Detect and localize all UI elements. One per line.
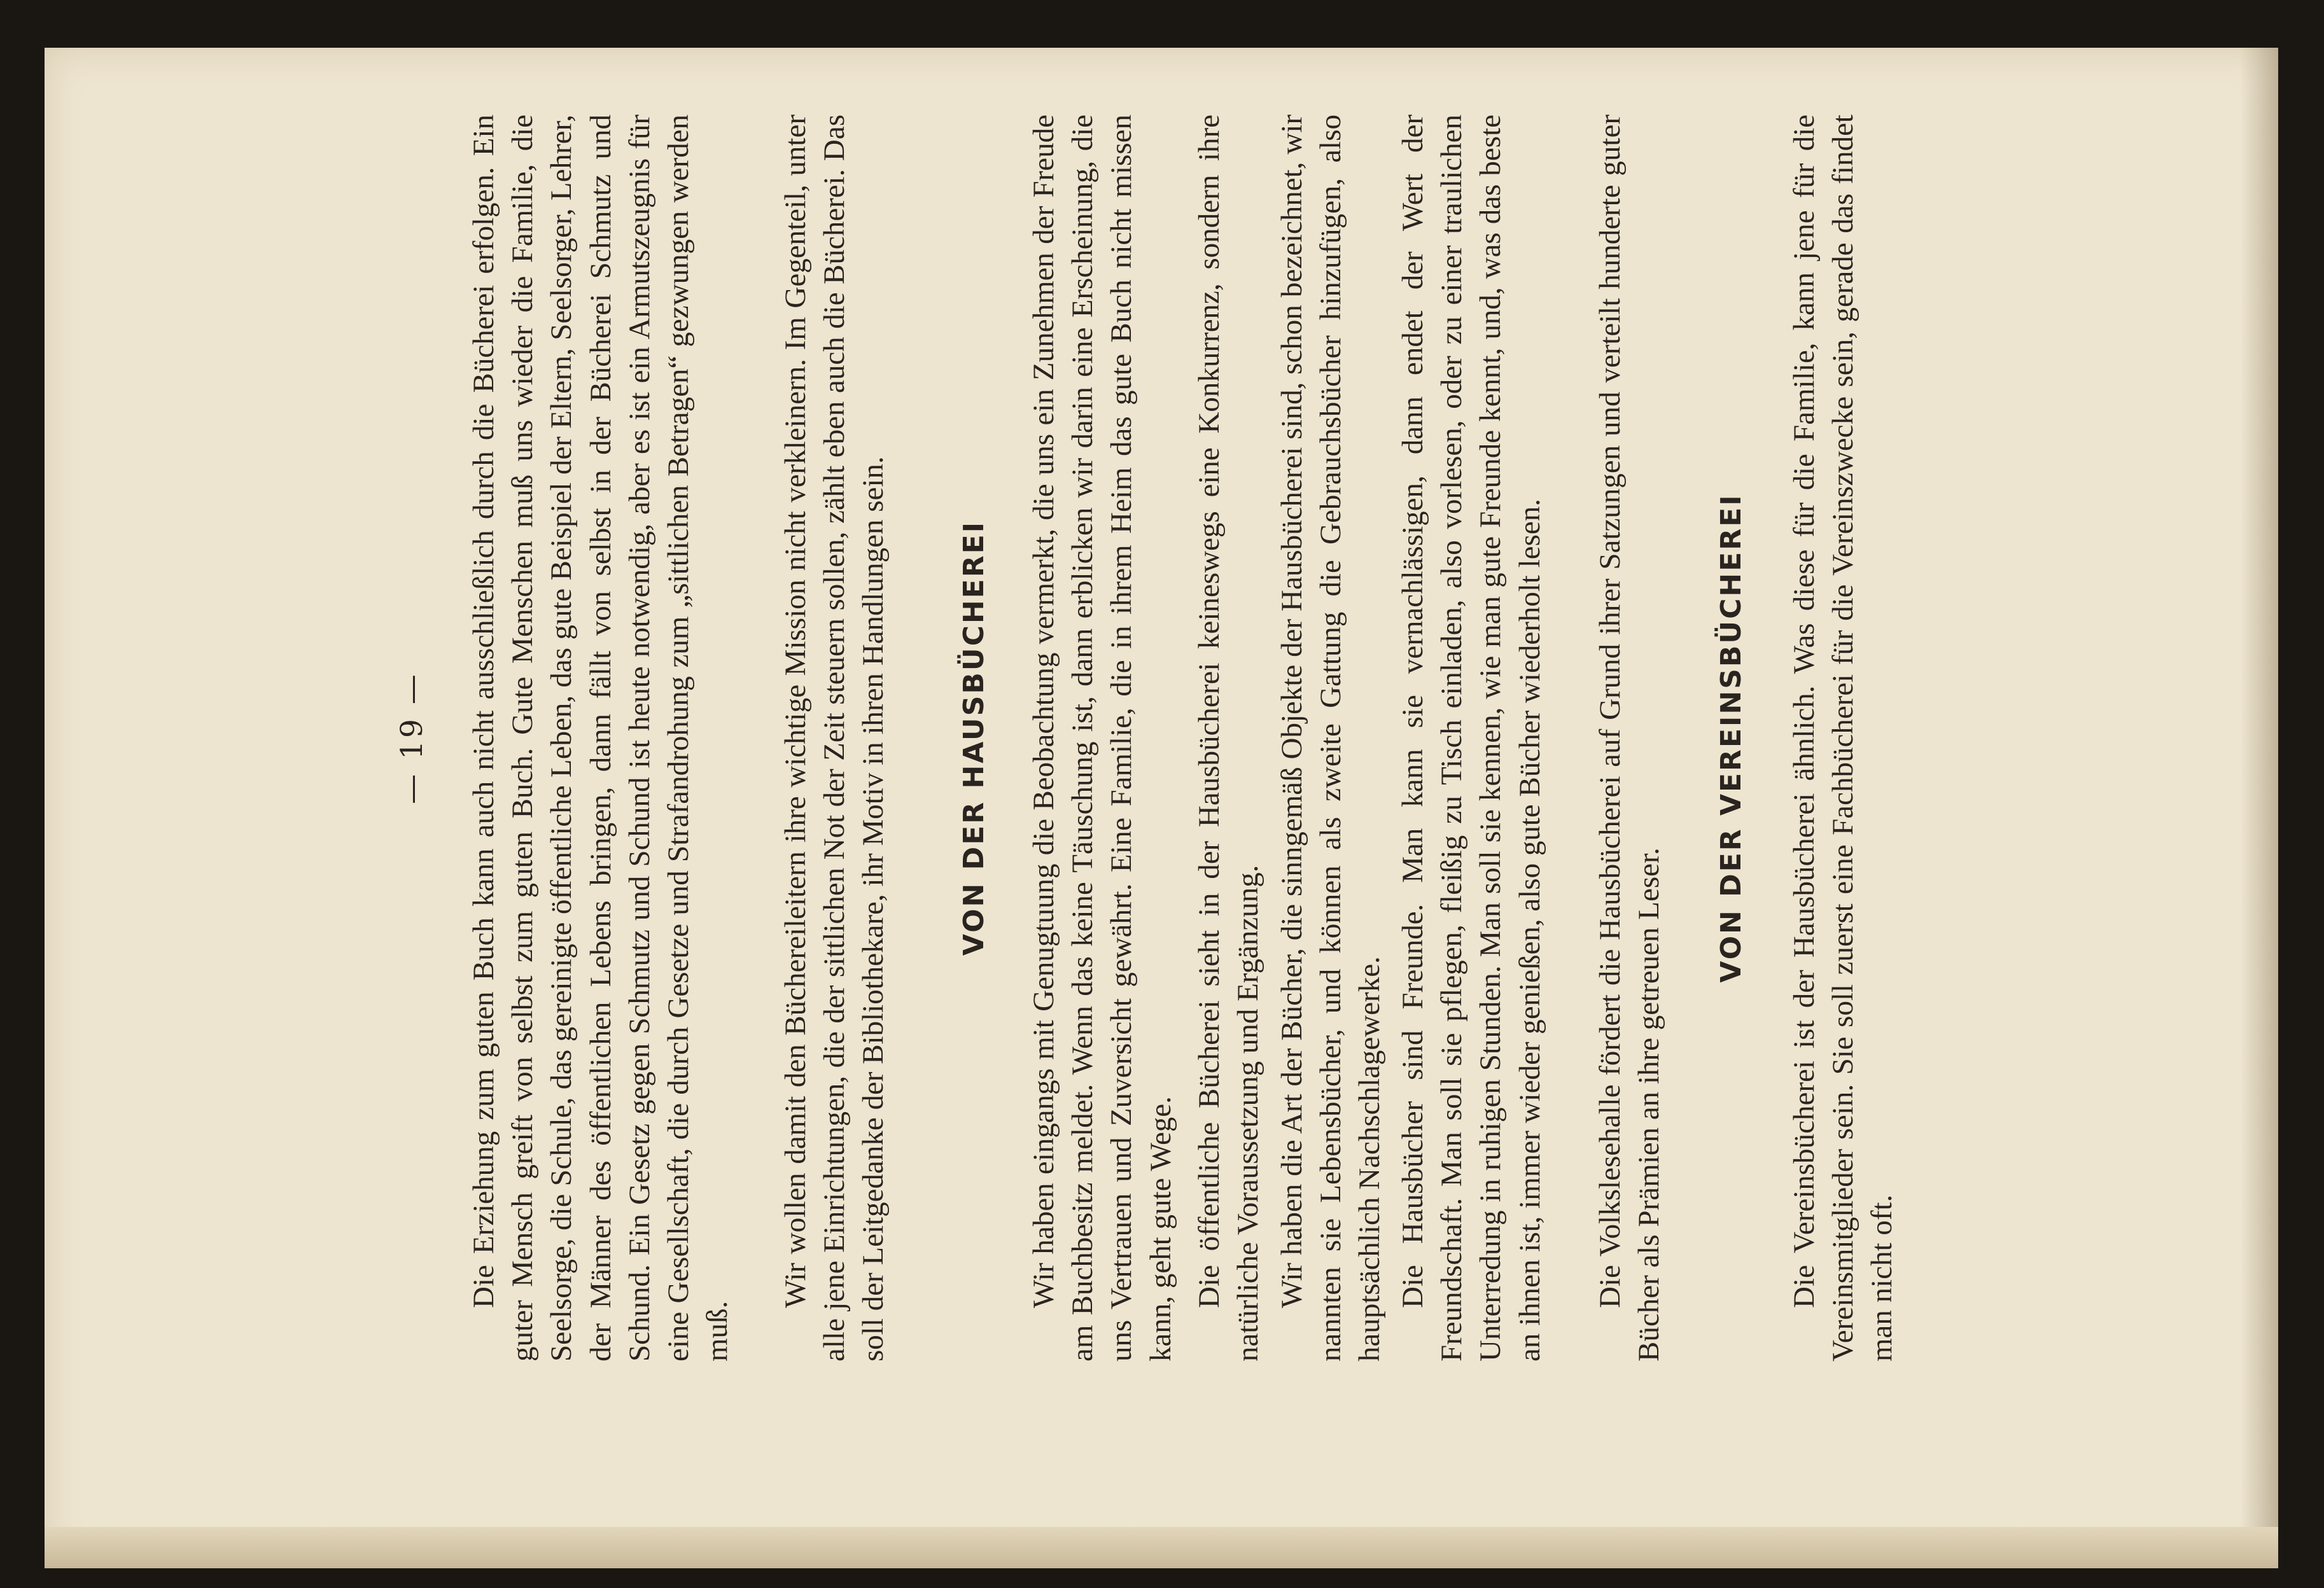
paragraph-haus-4: Die Hausbücher sind Freunde. Man kann sie vernachlässigen, dann endet der Wert der Freundschaft. Man soll sie pflegen, fleißig zu Tisch einladen, also vorlesen, oder zu einer traulichen Unterredung in ruhigen Stunden. Man soll sie kennen, wie man gute Freunde kennt, und, was das beste an ihnen ist, immer wieder genießen, also gute Bücher wiederholt lesen.	[1396, 115, 1546, 1362]
paragraph-intro-2: Wir wollen damit den Büchereileitern ihre wichtige Mission nicht verkleinern. Im Gegenteil, unter alle jene Einrichtungen, die der sittlichen Not der Zeit steuern sollen, zählt eben auch die Bücherei. Das soll der Leitgedanke der Bibliothekare, ihr Motiv in ihren Handlungen sein.	[779, 115, 890, 1362]
paragraph-haus-1: Wir haben eingangs mit Genugtuung die Beobachtung vermerkt, die uns ein Zunehmen der Freude am Buchbesitz meldet. Wenn das keine Täuschung ist, dann erblicken wir darin eine Erscheinung, die uns Vertrauen und Zuversicht gewährt. Eine Familie, die in ihrem Heim das gute Buch nicht missen kann, geht gute Wege.	[1027, 115, 1177, 1362]
page-edge-shadow	[2240, 48, 2278, 1568]
heading-hausbuecherei: VON DER HAUSBÜCHEREI	[958, 520, 990, 956]
page-number: — 19 —	[395, 672, 430, 804]
page-gutter	[45, 1527, 2278, 1568]
paragraph-verein-1: Die Vereinsbücherei ist der Hausbücherei ähnlich. Was diese für die Familie, kann jene für die Vereinsmitglieder sein. Sie soll zuerst eine Fachbücherei für die Vereinszwecke sein, gerade das findet man nicht oft.	[1788, 115, 1899, 1362]
paragraph-intro-1: Die Erziehung zum guten Buch kann auch nicht ausschließlich durch die Bücherei erfolgen. Ein guter Mensch greift von selbst zum guten Buch. Gute Menschen muß uns wieder die Familie, die Seelsorge, die Schule, das gereinigte öffentliche Leben, das gute Beispiel der Eltern, Seelsorger, Lehrer, der Männer des öffentlichen Lebens bringen, dann fällt von selbst in der Bücherei Schmutz und Schund. Ein Gesetz gegen Schmutz und Schund ist heute notwendig, aber es ist ein Armutszeugnis für eine Gesellschaft, die durch Gesetze und Strafandrohung zum „sittlichen Betragen“ gezwungen werden muß.	[467, 115, 734, 1362]
paragraph-haus-5: Die Volkslesehalle fördert die Hausbücherei auf Grund ihrer Satzungen und verteilt hunderte guter Bücher als Prämien an ihre getreuen Leser.	[1593, 115, 1666, 1362]
book-page	[45, 48, 2278, 1568]
paragraph-haus-2: Die öffentliche Bücherei sieht in der Hausbücherei keineswegs eine Konkurrenz, sondern ihre natürliche Voraussetzung und Ergänzung.	[1193, 115, 1265, 1362]
rotated-text-block	[363, 115, 1954, 1362]
heading-vereinsbuecherei: VON DER VEREINSBÜCHEREI	[1715, 493, 1747, 983]
paragraph-haus-3: Wir haben die Art der Bücher, die sinngemäß Objekte der Hausbücherei sind, schon bezeichnet, wir nannten sie Lebensbücher, und können als zweite Gattung die Gebrauchsbücher hinzufügen, also hauptsächlich Nachschlagewerke.	[1275, 115, 1387, 1362]
